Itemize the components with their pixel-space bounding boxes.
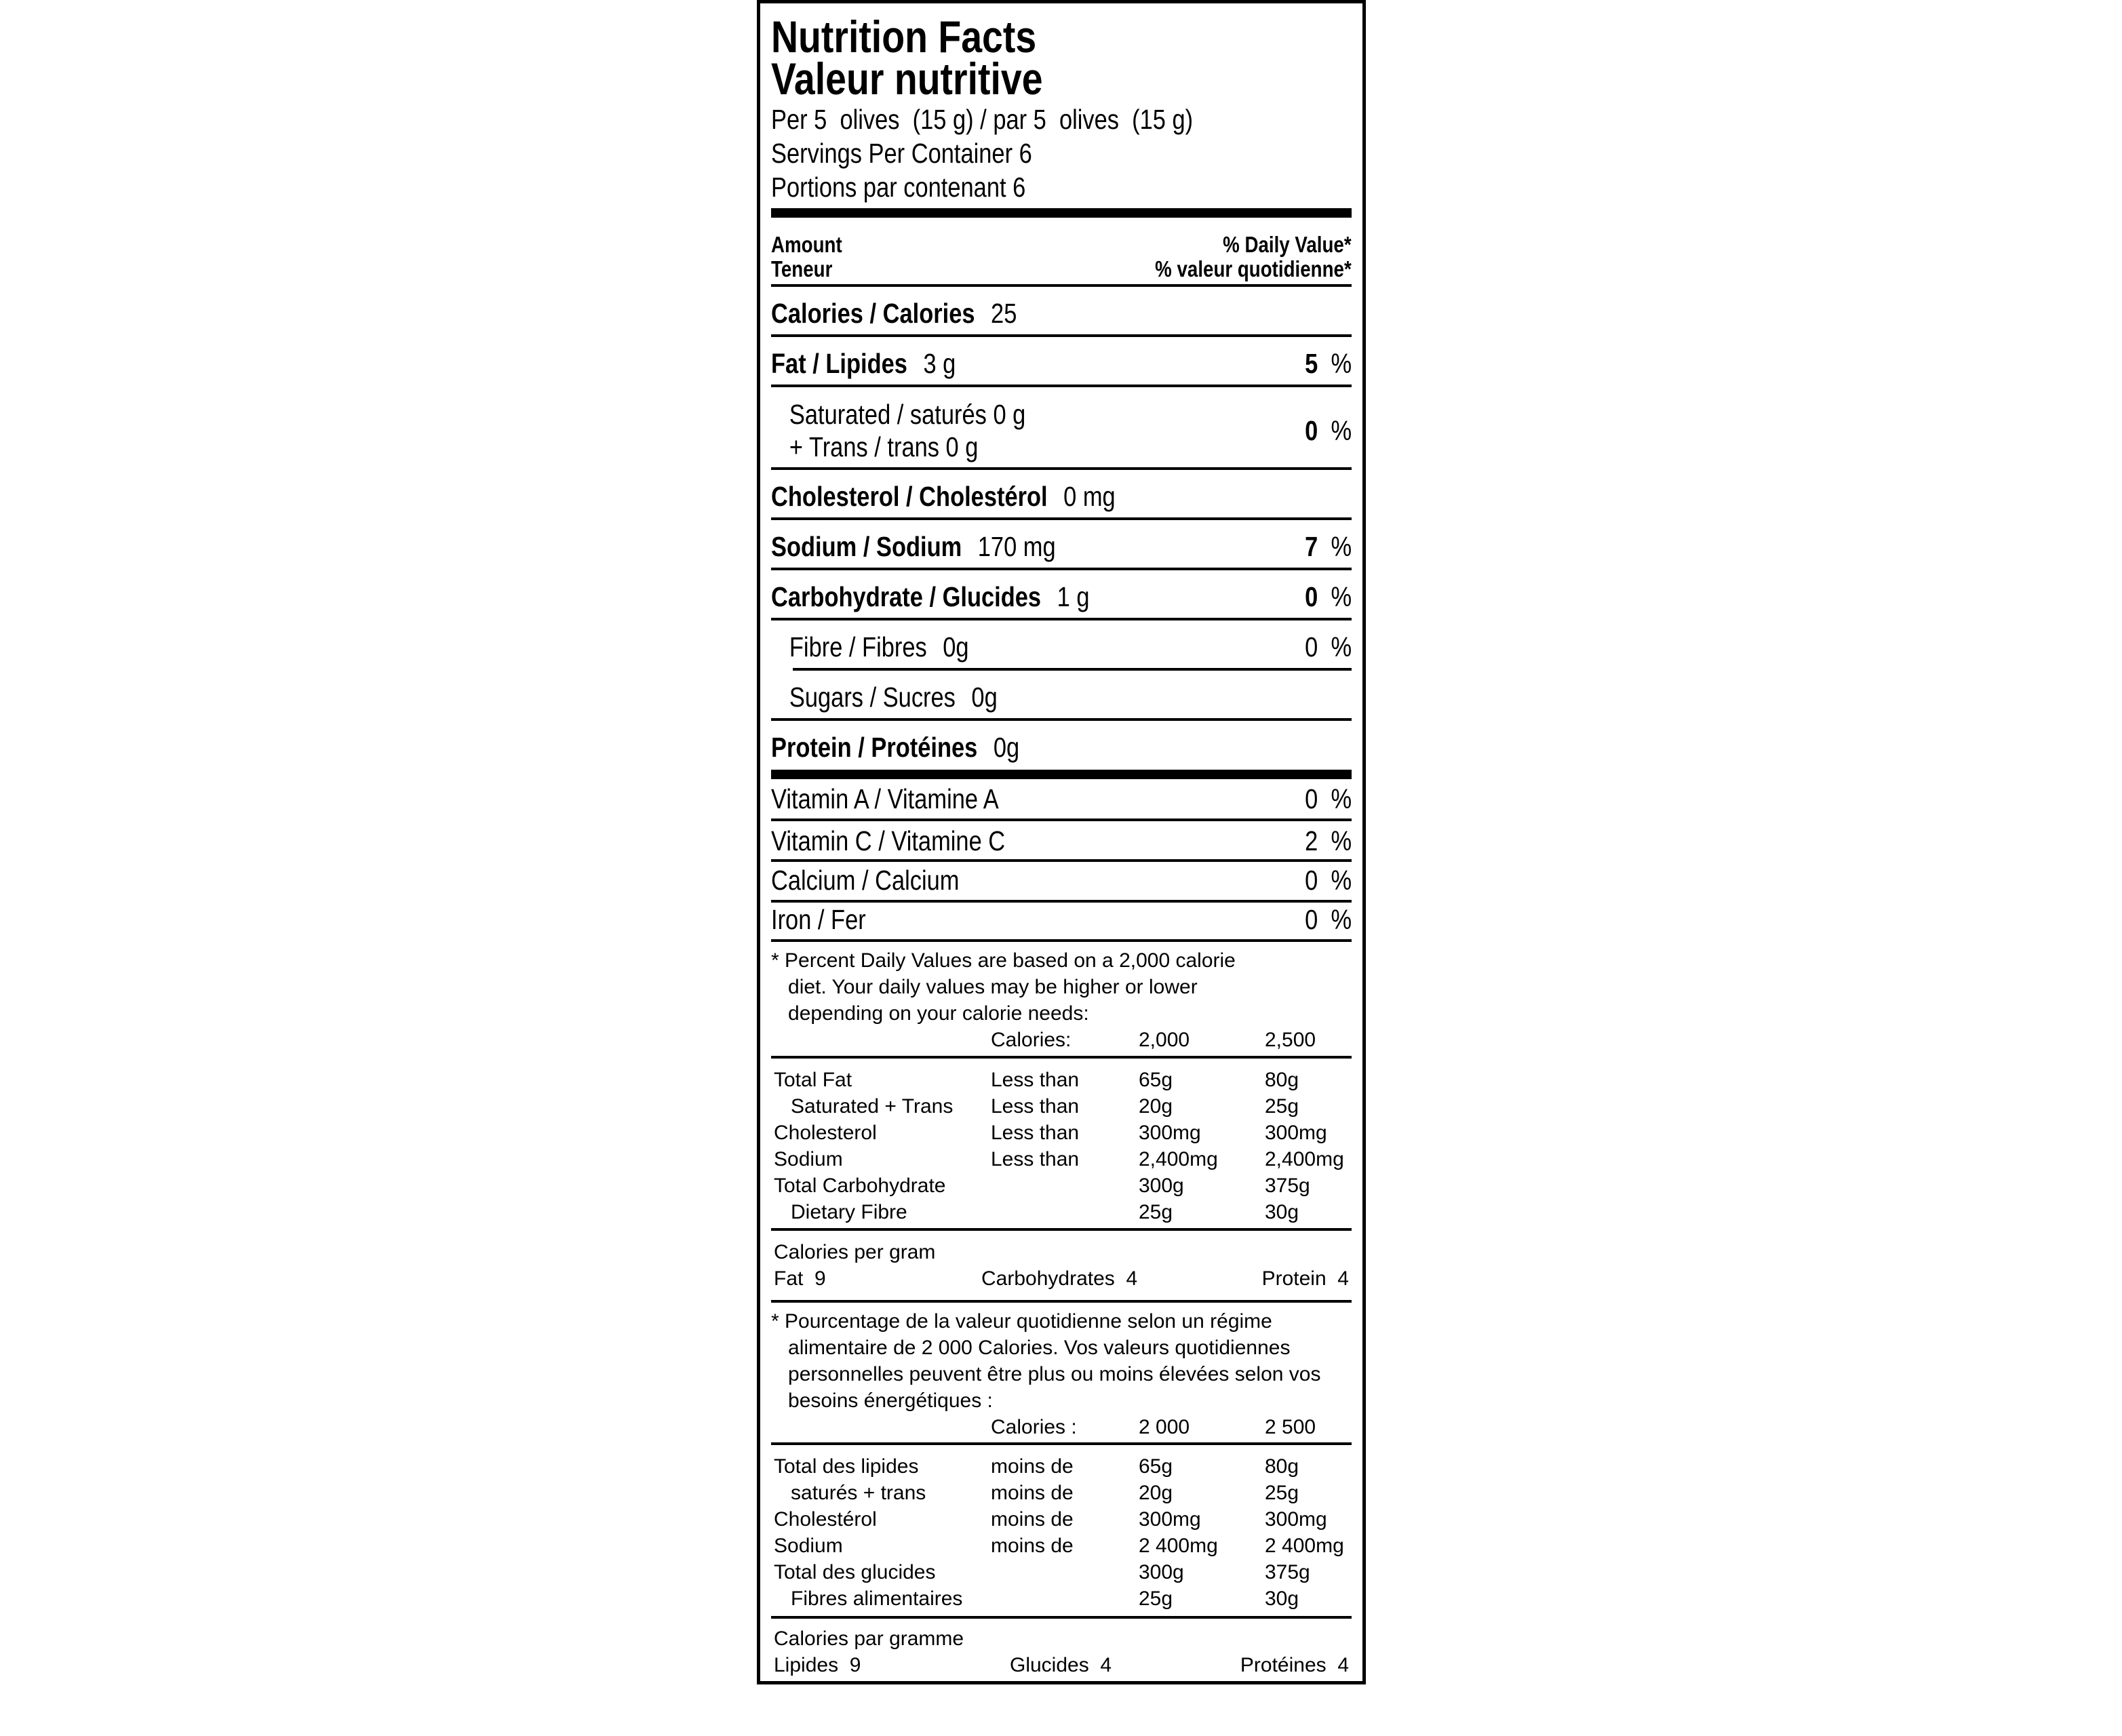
divider [771,1442,1352,1445]
calories-row: Calories / Calories 25 [771,297,1017,329]
dv-table-en [771,1067,1352,1225]
footnote-en-3: depending on your calorie needs: [771,1002,1089,1025]
table-row: Total des glucides 300g 375g [774,1561,1310,1583]
divider [771,467,1352,470]
table-row: Total Fat Less than 65g 80g [774,1069,1299,1091]
dv-table-fr [771,1453,1352,1612]
calcium-row: Calcium / Calcium 0 % [771,864,1352,896]
divider [771,384,1352,387]
table-row: Cholesterol Less than 300mg 300mg [774,1122,1327,1144]
vitamin-c-row: Vitamin C / Vitamine C 2 % [771,825,1352,856]
nutrition-facts-label [757,0,1366,1684]
divider [771,334,1352,337]
footnote-fr-1: * Pourcentage de la valeur quotidienne selon un régime [771,1310,1272,1333]
footnote-fr-4: besoins énergétiques : [771,1389,993,1412]
iron-row: Iron / Fer 0 % [771,903,1352,935]
dv-table-fr-header: Calories : 2 000 2 500 [991,1416,1316,1438]
table-row: Dietary Fibre 25g 30g [774,1201,1299,1223]
table-row: Cholestérol moins de 300mg 300mg [774,1508,1327,1531]
table-row: Fibres alimentaires 25g 30g [774,1587,1299,1610]
teneur-header: Teneur % valeur quotidienne* [771,256,1352,281]
divider [793,668,1352,671]
trans-line: + Trans / trans 0 g [789,431,979,462]
dv-table-en-header: Calories: 2,000 2,500 [991,1029,1316,1051]
divider [771,618,1352,620]
divider [771,517,1352,520]
thick-divider [771,208,1352,218]
servings-per-container: Servings Per Container 6 [771,138,1032,169]
table-row: saturés + trans moins de 20g 25g [774,1482,1299,1504]
fibre-row: Fibre / Fibres 0g 0 % [789,631,1352,663]
amount-header: Amount % Daily Value* [771,232,1352,257]
thick-divider [771,770,1352,779]
footnote-fr-2: alimentaire de 2 000 Calories. Vos valeurs quotidiennes [771,1337,1291,1359]
fat-row: Fat / Lipides 3 g 5 % [771,347,1352,379]
table-row: Sodium moins de 2 400mg 2 400mg [774,1535,1344,1557]
serving-size: Per 5 olives (15 g) / par 5 olives (15 g) [771,104,1194,135]
title-fr: Valeur nutritive [771,54,1043,104]
sugars-row: Sugars / Sucres 0g [789,681,998,713]
portions-par-contenant: Portions par contenant 6 [771,172,1026,203]
divider [771,939,1352,942]
title-en: Nutrition Facts [771,12,1037,62]
divider [771,1228,1352,1231]
divider [771,284,1352,287]
calories-per-gram-title: Calories per gram [774,1241,936,1263]
divider [771,1056,1352,1059]
sodium-row: Sodium / Sodium 170 mg 7 % [771,530,1352,562]
divider [771,568,1352,570]
label-content: Nutrition Facts Valeur nutritive Per 5 olives (15 g) / par 5 olives (15 g) Servings Per Container 6 Portions par contenant 6 Amount % Daily Value* Teneur % valeur quotidienne* Calories / Calories 25 Fat / Lipides 3 g 5 % Saturated / saturés 0 g + Trans / trans 0 g 0 % Cholesterol / Cholestérol 0 mg Sodium / Sodium 170 mg 7 % Carbohydrate / Glucides 1 g 0 % Fibre / Fibres 0g 0 % Sugars / Sucres 0g Protein / Protéines 0g Vitamin A / Vitamine A 0 % Vitamin C / Vitamine C 2 % Calcium / Calcium 0 % Iron / Fer 0 % * Percent Daily Values are based on a 2,000 calorie diet. Your daily values may be higher or lower depending on your calorie needs: Calories: 2,000 2,500 Total Fat Less than 65g 80g Saturated + Trans Less than 20g 25g Cholesterol Less than 300mg 300mg Sodium Less than 2,400mg 2,400mg Total Carbohydrate 300g 375g Dietary Fibre 25g 30g Calories per gram Fat 9 Carbohydrates 4 Protein 4 * Pourcentage de la valeur quotidienne selon un régime alimentaire de 2 000 Calories. Vos valeurs quotidiennes personnelles peuvent être plus ou moins élevées selon vos besoins énergétiques : Calories : 2 000 2 500 Total des lipides moins de 65g 80g saturés + trans moins de 20g 25g Cholestérol moins de 300mg 300mg Sodium moins de 2 400mg 2 400mg Total des glucides 300g 375g Fibres alimentaires 25g 30g Calories par gramme Lipides 9 Glucides 4 Protéines 4 [771,12,1352,1676]
carbohydrate-row: Carbohydrate / Glucides 1 g 0 % [771,580,1352,612]
divider [771,1300,1352,1303]
footnote-fr-3: personnelles peuvent être plus ou moins élevées selon vos [771,1363,1321,1385]
calories-par-gramme-title: Calories par gramme [774,1628,964,1650]
footnote-en-2: diet. Your daily values may be higher or lower [771,976,1198,998]
vitamin-a-row: Vitamin A / Vitamine A 0 % [771,783,1352,814]
divider [771,1616,1352,1619]
protein-row: Protein / Protéines 0g [771,731,1020,763]
table-row: Saturated + Trans Less than 20g 25g [774,1095,1299,1118]
table-row: Total des lipides moins de 65g 80g [774,1455,1299,1478]
saturated-line: Saturated / saturés 0 g [789,399,1026,430]
footnote-en-1: * Percent Daily Values are based on a 2,000 calorie [771,949,1236,972]
table-row: Sodium Less than 2,400mg 2,400mg [774,1148,1344,1170]
table-row: Total Carbohydrate 300g 375g [774,1175,1310,1197]
cholesterol-row: Cholesterol / Cholestérol 0 mg [771,480,1116,512]
divider [771,718,1352,721]
